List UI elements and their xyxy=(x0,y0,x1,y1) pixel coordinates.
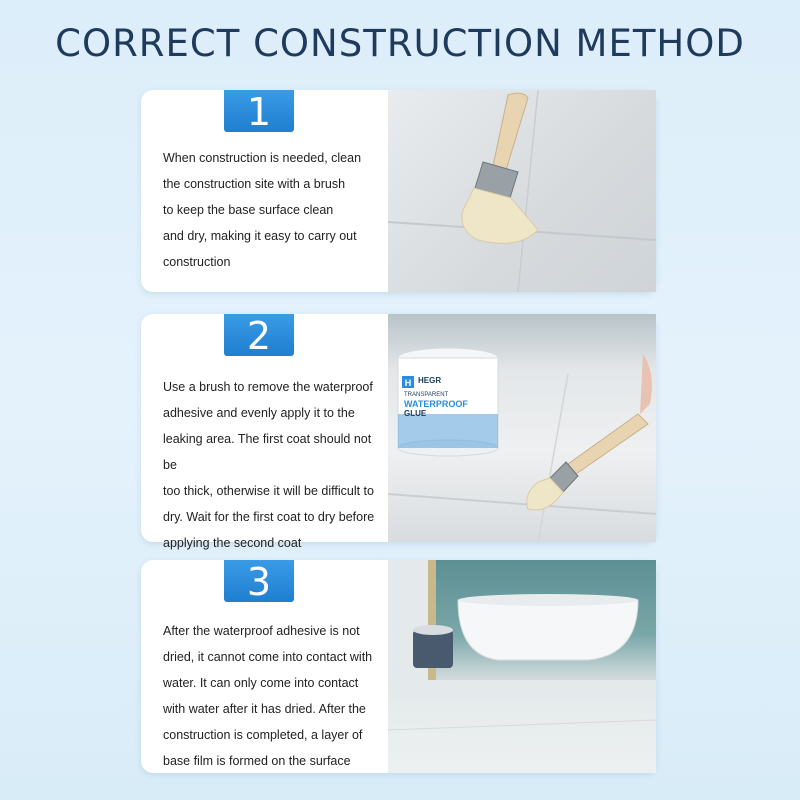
step-card-3 xyxy=(141,560,656,773)
text-line: Use a brush to remove the waterproof xyxy=(163,380,373,394)
text-line: the construction site with a brush xyxy=(163,177,346,191)
step-number-badge: 2 xyxy=(224,314,294,356)
text-line: leaking area. The first coat should not be xyxy=(163,432,372,472)
step-card-1 xyxy=(141,90,656,292)
step-number-badge: 1 xyxy=(224,90,294,132)
text-line: with water after it has dried. After the xyxy=(163,702,366,716)
text-line: When construction is needed, clean xyxy=(163,151,362,165)
text-line: adhesive and evenly apply it to the xyxy=(163,406,355,420)
brush-on-tiles-photo xyxy=(388,90,656,292)
text-line: construction is completed, a layer of xyxy=(163,728,363,742)
step-card-2 xyxy=(141,314,656,550)
text-line: base film is formed on the surface xyxy=(163,754,351,768)
text-line: and dry, making it easy to carry out xyxy=(163,229,357,243)
text-line: too thick, otherwise it will be difficult to xyxy=(163,484,374,498)
jar-label-line2: WATERPROOF xyxy=(404,399,468,409)
text-line: water. It can only come into contact xyxy=(163,676,359,690)
text-line: applying the second coat xyxy=(163,536,302,550)
bathtub-photo xyxy=(388,560,656,773)
text-line: to keep the base surface clean xyxy=(163,203,334,217)
text-line: construction xyxy=(163,255,231,269)
step-description xyxy=(163,618,393,774)
text-line: dried, it cannot come into contact with xyxy=(163,650,373,664)
step-description xyxy=(163,374,388,556)
svg-text:H: H xyxy=(404,378,412,388)
jar-label-line1: TRANSPARENT xyxy=(404,392,449,398)
step-description xyxy=(163,145,393,275)
text-line: dry. Wait for the first coat to dry before xyxy=(163,510,375,524)
page-title: CORRECT CONSTRUCTION METHOD xyxy=(55,22,745,65)
jar-label-line3: GLUE xyxy=(404,409,427,418)
step-number-badge: 3 xyxy=(224,560,294,602)
jar-brand: HEGR xyxy=(418,376,442,385)
text-line: After the waterproof adhesive is not xyxy=(163,624,360,638)
glue-jar-floor-photo xyxy=(388,314,656,542)
